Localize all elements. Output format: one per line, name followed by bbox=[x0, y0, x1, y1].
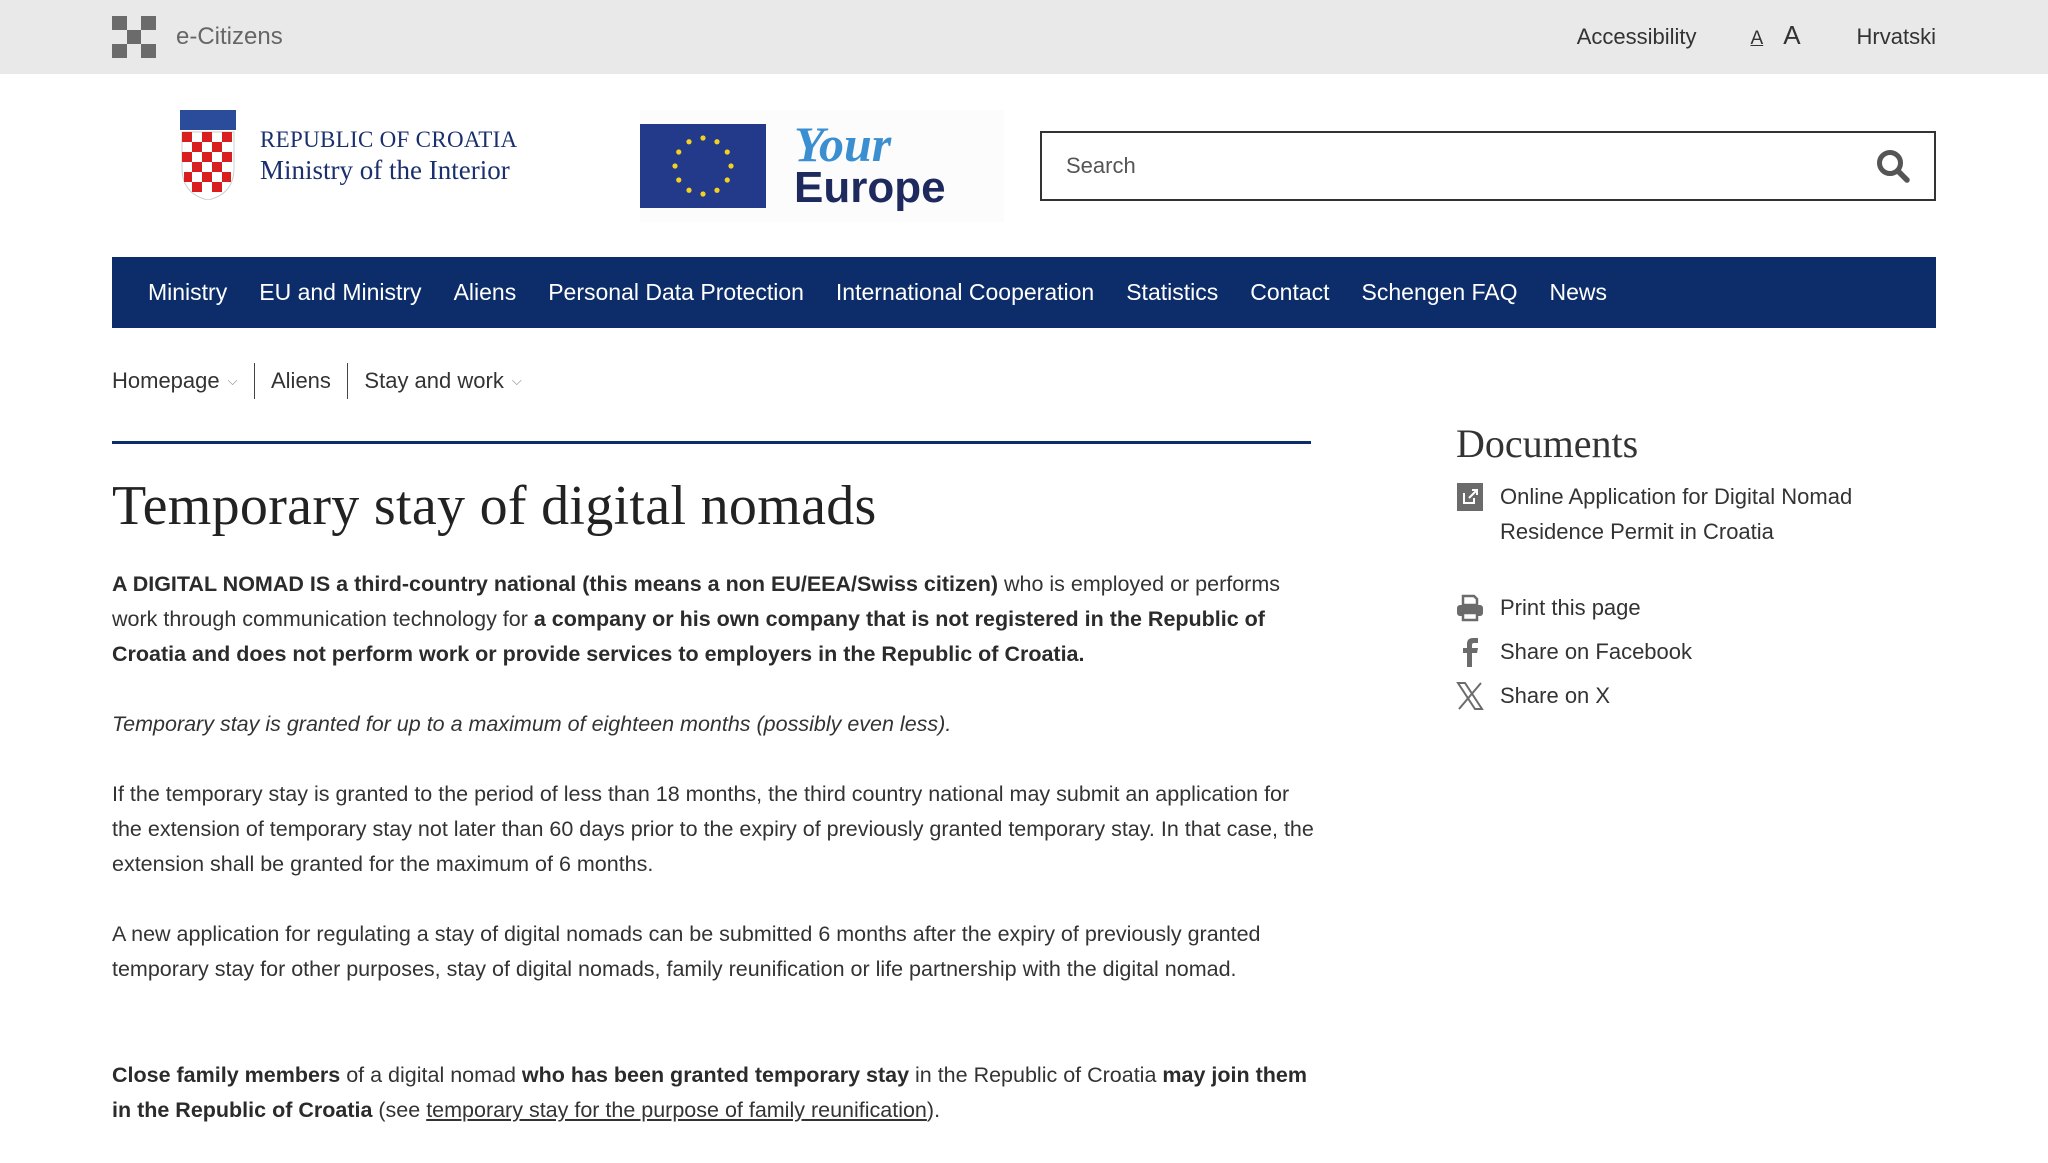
nav-statistics[interactable]: Statistics bbox=[1126, 279, 1219, 305]
facebook-label: Share on Facebook bbox=[1500, 639, 1693, 664]
e-citizens-logo-icon bbox=[112, 16, 156, 58]
top-bar bbox=[0, 0, 2048, 74]
breadcrumb-homepage[interactable] bbox=[112, 363, 254, 399]
accessibility-link[interactable]: Accessibility bbox=[1576, 24, 1697, 49]
eu-star bbox=[714, 139, 719, 144]
text: (see bbox=[372, 1098, 427, 1122]
bold-text: a company or his own company that is not registered in the Republic of Croatia and does not perform work or provide services to employers in the Republic of Croatia. bbox=[112, 607, 1265, 666]
title-divider bbox=[112, 441, 1311, 444]
eu-star bbox=[676, 149, 681, 154]
search-input[interactable] bbox=[1066, 153, 1876, 179]
ministry-line1: REPUBLIC OF CROATIA bbox=[260, 127, 518, 152]
europe-label: Europe bbox=[794, 163, 946, 212]
nav-contact[interactable]: Contact bbox=[1250, 279, 1330, 305]
search-box bbox=[1040, 131, 1936, 201]
page-title: Temporary stay of digital nomads bbox=[112, 475, 877, 537]
nav-aliens[interactable]: Aliens bbox=[453, 279, 517, 305]
eu-star bbox=[725, 149, 730, 154]
language-link[interactable]: Hrvatski bbox=[1856, 24, 1936, 49]
paragraph-new-application: A new application for regulating a stay of digital nomads can be submitted 6 months after the expiry of previously granted temporary stay for other purposes, stay of digital nomads, family reunification or life partnership with the digital nomad. bbox=[112, 922, 1261, 981]
breadcrumb-stay-and-work[interactable] bbox=[348, 363, 537, 399]
text: in the Republic of Croatia bbox=[909, 1063, 1163, 1087]
article-body bbox=[112, 567, 1322, 1163]
print-link[interactable] bbox=[1456, 590, 1936, 625]
breadcrumb-label: Aliens bbox=[271, 368, 331, 393]
chevron-down-icon: ⌵ bbox=[227, 373, 238, 388]
eu-star bbox=[728, 163, 733, 168]
breadcrumb bbox=[112, 363, 538, 399]
bold-text: who has been granted temporary stay bbox=[521, 1063, 910, 1087]
nav-international-cooperation[interactable]: International Cooperation bbox=[835, 279, 1095, 305]
eu-star bbox=[686, 188, 691, 193]
paragraph-definition bbox=[112, 567, 1322, 672]
nav-schengen-faq[interactable]: Schengen FAQ bbox=[1361, 279, 1518, 305]
documents-heading: Documents bbox=[1456, 421, 1639, 466]
share-facebook-link[interactable] bbox=[1456, 634, 1936, 669]
document-link[interactable] bbox=[1456, 479, 1936, 549]
e-citizens-link[interactable] bbox=[112, 16, 283, 58]
bold-text: may join them in the Republic of Croatia bbox=[112, 1063, 1307, 1122]
print-label: Print this page bbox=[1500, 595, 1641, 620]
x-logo-icon bbox=[1456, 678, 1484, 713]
facebook-icon bbox=[1456, 634, 1484, 669]
nav-news[interactable]: News bbox=[1549, 279, 1608, 305]
sidebar bbox=[1456, 420, 1936, 713]
ministry-logo[interactable] bbox=[176, 110, 517, 200]
paragraph-family bbox=[112, 1058, 1322, 1128]
eu-star bbox=[700, 135, 705, 140]
bold-text: Close family members bbox=[112, 1063, 341, 1087]
your-europe-logo[interactable] bbox=[640, 110, 1004, 222]
croatian-coat-of-arms-icon bbox=[176, 110, 240, 200]
nav-ministry[interactable]: Ministry bbox=[148, 279, 228, 305]
your-label: Your bbox=[794, 116, 892, 172]
paragraph-duration bbox=[112, 707, 1322, 742]
breadcrumb-label: Stay and work bbox=[364, 368, 504, 393]
italic-text: Temporary stay is granted for up to a maximum of eighteen months (possibly even less). bbox=[112, 712, 952, 736]
document-label: Online Application for Digital Nomad Residence Permit in Croatia bbox=[1500, 484, 1853, 544]
text: who is employed or performs work through communication technology for bbox=[112, 572, 1280, 631]
text: of a digital nomad bbox=[340, 1063, 522, 1087]
eu-star bbox=[676, 177, 681, 182]
eu-star bbox=[672, 163, 677, 168]
external-link-icon bbox=[1456, 479, 1484, 514]
printer-icon bbox=[1456, 590, 1484, 625]
family-reunification-link[interactable]: temporary stay for the purpose of family reunification bbox=[426, 1098, 927, 1122]
paragraph-extension: If the temporary stay is granted to the period of less than 18 months, the third country national may submit an application for the extension of temporary stay not later than 60 days prior to the expiry of previously granted temporary stay. In that case, the extension shall be granted for the maximum of 6 months. bbox=[112, 782, 1314, 876]
breadcrumb-label: Homepage bbox=[112, 368, 220, 393]
eu-flag-icon bbox=[640, 124, 766, 208]
x-label: Share on X bbox=[1500, 683, 1611, 708]
search-icon[interactable] bbox=[1876, 149, 1910, 183]
font-size-large-button[interactable]: A bbox=[1783, 20, 1801, 50]
eu-star bbox=[700, 191, 705, 196]
nav-personal-data-protection[interactable]: Personal Data Protection bbox=[548, 279, 804, 305]
eu-star bbox=[725, 177, 730, 182]
main-nav bbox=[112, 257, 1936, 328]
ministry-line2: Ministry of the Interior bbox=[260, 155, 510, 185]
nav-eu-and-ministry[interactable]: EU and Ministry bbox=[259, 279, 422, 305]
text: ). bbox=[926, 1098, 941, 1122]
font-size-small-button[interactable]: A bbox=[1750, 28, 1764, 49]
bold-text: A DIGITAL NOMAD IS a third-country national (this means a non EU/EEA/Swiss citizen) bbox=[112, 572, 998, 596]
eu-star bbox=[686, 139, 691, 144]
eu-star bbox=[714, 188, 719, 193]
chevron-down-icon: ⌵ bbox=[511, 373, 522, 388]
e-citizens-label: e-Citizens bbox=[176, 23, 283, 50]
share-x-link[interactable] bbox=[1456, 678, 1936, 713]
breadcrumb-aliens[interactable] bbox=[255, 363, 347, 399]
